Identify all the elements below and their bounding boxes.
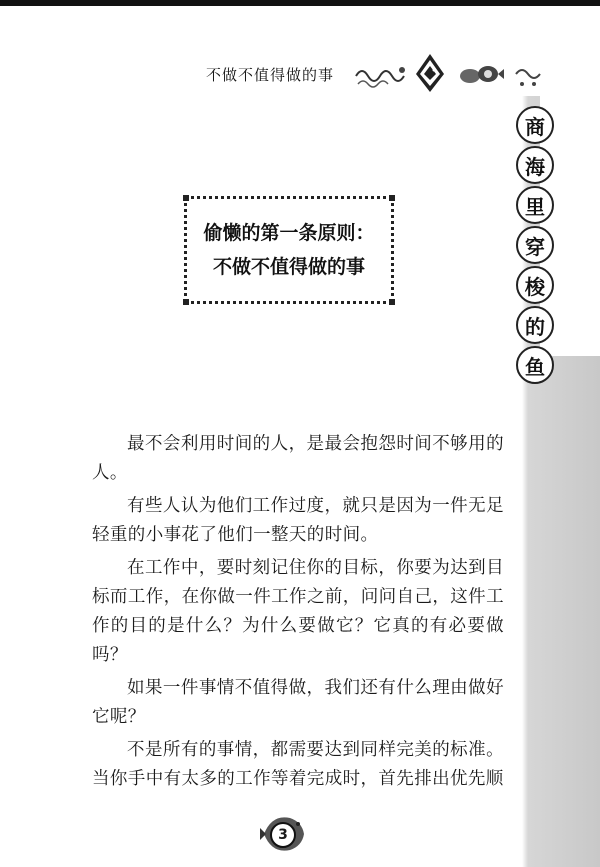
body-text — [92, 430, 504, 798]
side-title-char: 穿 — [516, 226, 554, 264]
paragraph: 如果一件事情不值得做，我们还有什么理由做好它呢？ — [92, 678, 504, 727]
vertical-book-title — [515, 106, 555, 384]
side-title-char: 的 — [516, 306, 554, 344]
page-number: 3 — [270, 822, 296, 848]
paragraph: 在工作中，要时刻记住你的目标，你要为达到目标而工作，在你做一件工作之前，问问自己，这件工作的目的是什么？为什么要做它？它真的有必要做吗？ — [92, 558, 504, 665]
side-title-char: 商 — [516, 106, 554, 144]
page-number-badge — [258, 810, 308, 858]
chapter-title-line-2: 不做不值得做的事 — [212, 256, 365, 278]
chapter-title-box — [184, 196, 394, 304]
scroll-ornament-icon — [352, 54, 412, 94]
side-title-char: 海 — [516, 146, 554, 184]
running-header: 不做不值得做的事 — [206, 66, 335, 84]
paragraph: 最不会利用时间的人，是最会抱怨时间不够用的人。 — [92, 434, 504, 483]
side-title-char: 鱼 — [516, 346, 554, 384]
corner-ornament — [389, 299, 395, 305]
side-title-char: 梭 — [516, 266, 554, 304]
corner-ornament — [389, 195, 395, 201]
paragraph: 有些人认为他们工作过度，就只是因为一件无足轻重的小事花了他们一整天的时间。 — [92, 496, 504, 545]
corner-ornament — [183, 195, 189, 201]
paragraph: 不是所有的事情，都需要达到同样完美的标准。当你手中有太多的工作等着完成时，首先排出优先顺 — [92, 740, 504, 789]
chapter-title-line-1: 偷懒的第一条原则： — [203, 222, 375, 244]
fish-group-icon — [456, 54, 506, 94]
side-title-char: 里 — [516, 186, 554, 224]
corner-ornament — [183, 299, 189, 305]
small-ornament-icon — [514, 54, 544, 94]
angelfish-icon — [410, 50, 450, 96]
top-rule — [0, 0, 600, 6]
